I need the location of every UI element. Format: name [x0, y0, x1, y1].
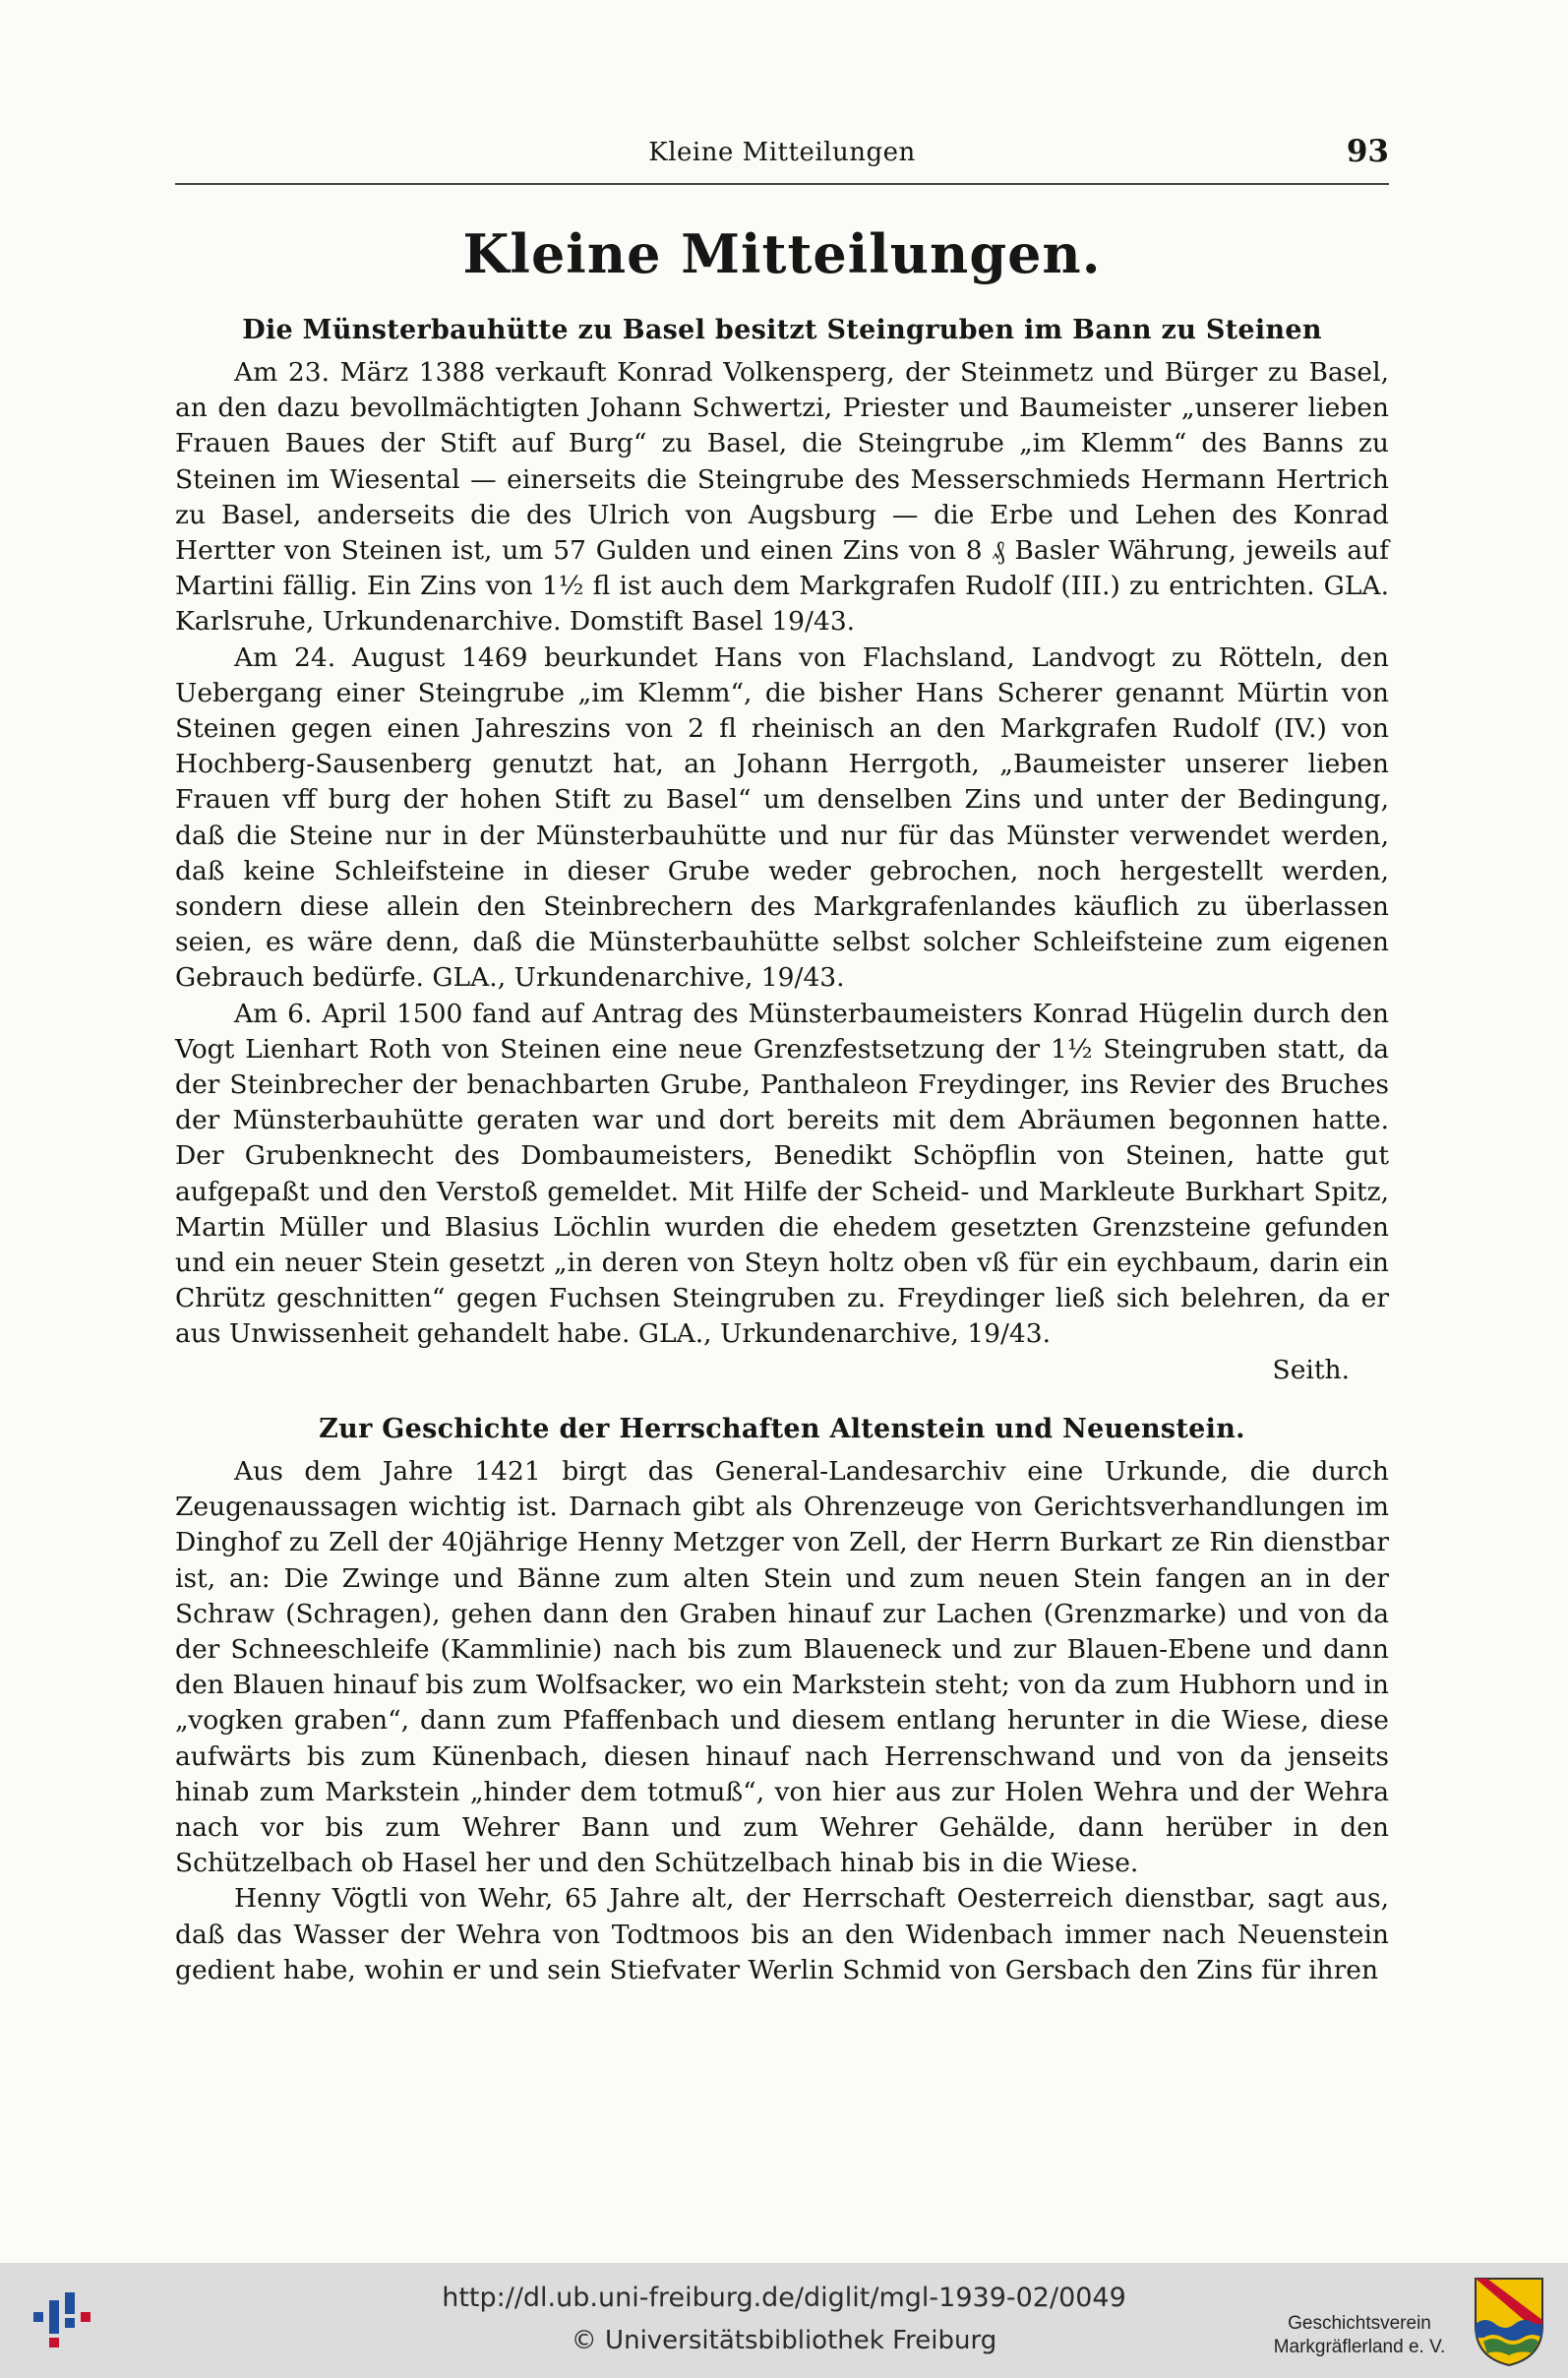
paragraph: Henny Vögtli von Wehr, 65 Jahre alt, der Herrschaft Oesterreich dienstbar, sagt aus, daß das Wasser der Wehra von Todtmoos bis an den Widenbach immer nach Neuenstein gedient habe, wohin er und sein Stiefvater Werlin Schmid von Gersbach den Zins für ihren	[175, 1883, 1389, 1985]
paragraph: Am 6. April 1500 fand auf Antrag des Münsterbaumeisters Konrad Hügelin durch den Vogt Lienhart Roth von Steinen eine neue Grenzfestsetzung der 1½ Steingruben statt, da der Steinbrecher der benachbarten Grube, Panthaleon Freydinger, ins Revier des Bruches der Münsterbauhütte geraten war und dort bereits mit dem Abräumen begonnen hatte. Der Grubenknecht des Dombaumeisters, Benedikt Schöpflin von Steinen, hatte gut aufgepaßt und den Verstoß gemeldet. Mit Hilfe der Scheid- und Markleute Burkhart Spitz, Martin Müller und Blasius Löchlin wurden die ehedem gesetzten Grenzsteine gefunden und ein neuer Stein gesetzt „in deren von Steyn holtz oben vß für ein eychbaum, darin ein Chrütz geschnitten“ gegen Fuchsen Steingruben zu. Freydinger ließ sich belehren, da er aus Unwissenheit gehandelt habe. GLA., Urkundenarchive, 19/43.	[175, 998, 1389, 1350]
coat-of-arms-icon[interactable]	[1474, 2277, 1544, 2367]
running-head	[175, 128, 1389, 185]
section-heading-steingruben: Die Münsterbauhütte zu Basel besitzt Steingruben im Bann zu Steinen	[242, 315, 1322, 345]
page-number: 93	[1346, 134, 1389, 169]
page-title: Kleine Mitteilungen.	[462, 222, 1102, 285]
section-heading-herrschaften: Zur Geschichte der Herrschaften Altenstein und Neuenstein.	[319, 1413, 1245, 1444]
society-name[interactable]	[1261, 2312, 1458, 2359]
paragraph: Aus dem Jahre 1421 birgt das General-Landesarchiv eine Urkunde, die durch Zeugenaussagen wichtig ist. Darnach gibt als Ohrenzeuge von Gerichtsverhandlungen im Dinghof zu Zell der 40jährige Henny Metzger von Zell, der Herrn Burkart ze Rin dienstbar ist, an: Die Zwinge und Bänne zum alten Stein und zum neuen Stein fangen an in der Schraw (Schragen), gehen dann den Graben hinauf zur Lachen (Grenzmarke) und von da der Schneeschleife (Kammlinie) nach bis zum Blaueneck und zur Blauen-Ebene und dann den Blauen hinauf bis zum Wolfsacker, wo ein Markstein steht; von da zum Hubhorn und in „vogken graben“, dann zum Pfaffenbach und diesem entlang herunter in die Wiese, diese aufwärts bis zum Künenbach, diesen hinauf nach Herrenschwand und von da jenseits hinab zum Markstein „hinder dem totmuß“, von hier aus zur Holen Wehra und der Wehra nach vor bis zum Wehrer Bann und zum Wehrer Gehälde, dann herüber in den Schützelbach ob Hasel her und den Schützelbach hinab bis in die Wiese.	[175, 1455, 1389, 1879]
viewer-footer	[0, 2263, 1568, 2378]
society-name-line: Markgräflerland e. V.	[1273, 2337, 1446, 2357]
copyright-text: © Universitätsbibliothek Freiburg	[571, 2326, 997, 2355]
paragraph: Am 24. August 1469 beurkundet Hans von Flachsland, Landvogt zu Rötteln, den Uebergang einer Steingrube „im Klemm“, die bisher Hans Scherer genannt Mürtin von Steinen gegen einen Jahreszins von 2 fl rheinisch an den Markgrafen Rudolf (IV.) von Hochberg-Sausenberg genutzt hat, an Johann Herrgoth, „Baumeister unserer lieben Frauen vff burg der hohen Stift zu Basel“ um denselben Zins und unter der Bedingung, daß die Steine nur in der Münsterbauhütte und nur für das Münster verwendet werden, daß keine Schleifsteine in dieser Grube weder gebrochen, noch hergestellt werden, sondern diese allein den Steinbrechern des Markgrafenlandes käuflich zu überlassen seien, es wäre denn, daß die Münsterbauhütte selbst solcher Schleifsteine zum eigenen Gebrauch bedürfe. GLA., Urkundenarchive, 19/43.	[175, 641, 1389, 994]
paragraph: Am 23. März 1388 verkauft Konrad Volkensperg, der Steinmetz und Bürger zu Basel, an den dazu bevollmächtigten Johann Schwertzi, Priester und Baumeister „unserer lieben Frauen Baues der Stift auf Burg“ zu Basel, die Steingrube „im Klemm“ des Banns zu Steinen im Wiesental — einerseits die Steingrube des Messerschmieds Hermann Hertrich zu Basel, anderseits die des Ulrich von Augsburg — die Erbe und Lehen des Konrad Hertter von Steinen ist, um 57 Gulden und einen Zins von 8 ₰ Basler Währung, jeweils auf Martini fällig. Ein Zins von 1½ fl ist auch dem Markgrafen Rudolf (III.) zu entrichten. GLA. Karlsruhe, Urkundenarchive. Domstift Basel 19/43.	[175, 357, 1389, 638]
article-body	[175, 214, 1389, 1988]
author-signature: Seith.	[1272, 1354, 1350, 1385]
running-title: Kleine Mitteilungen	[648, 138, 916, 167]
document-url-link[interactable]: http://dl.ub.uni-freiburg.de/diglit/mgl-1939-02/0049	[442, 2283, 1126, 2313]
society-name-line: Geschichtsverein	[1288, 2313, 1431, 2334]
